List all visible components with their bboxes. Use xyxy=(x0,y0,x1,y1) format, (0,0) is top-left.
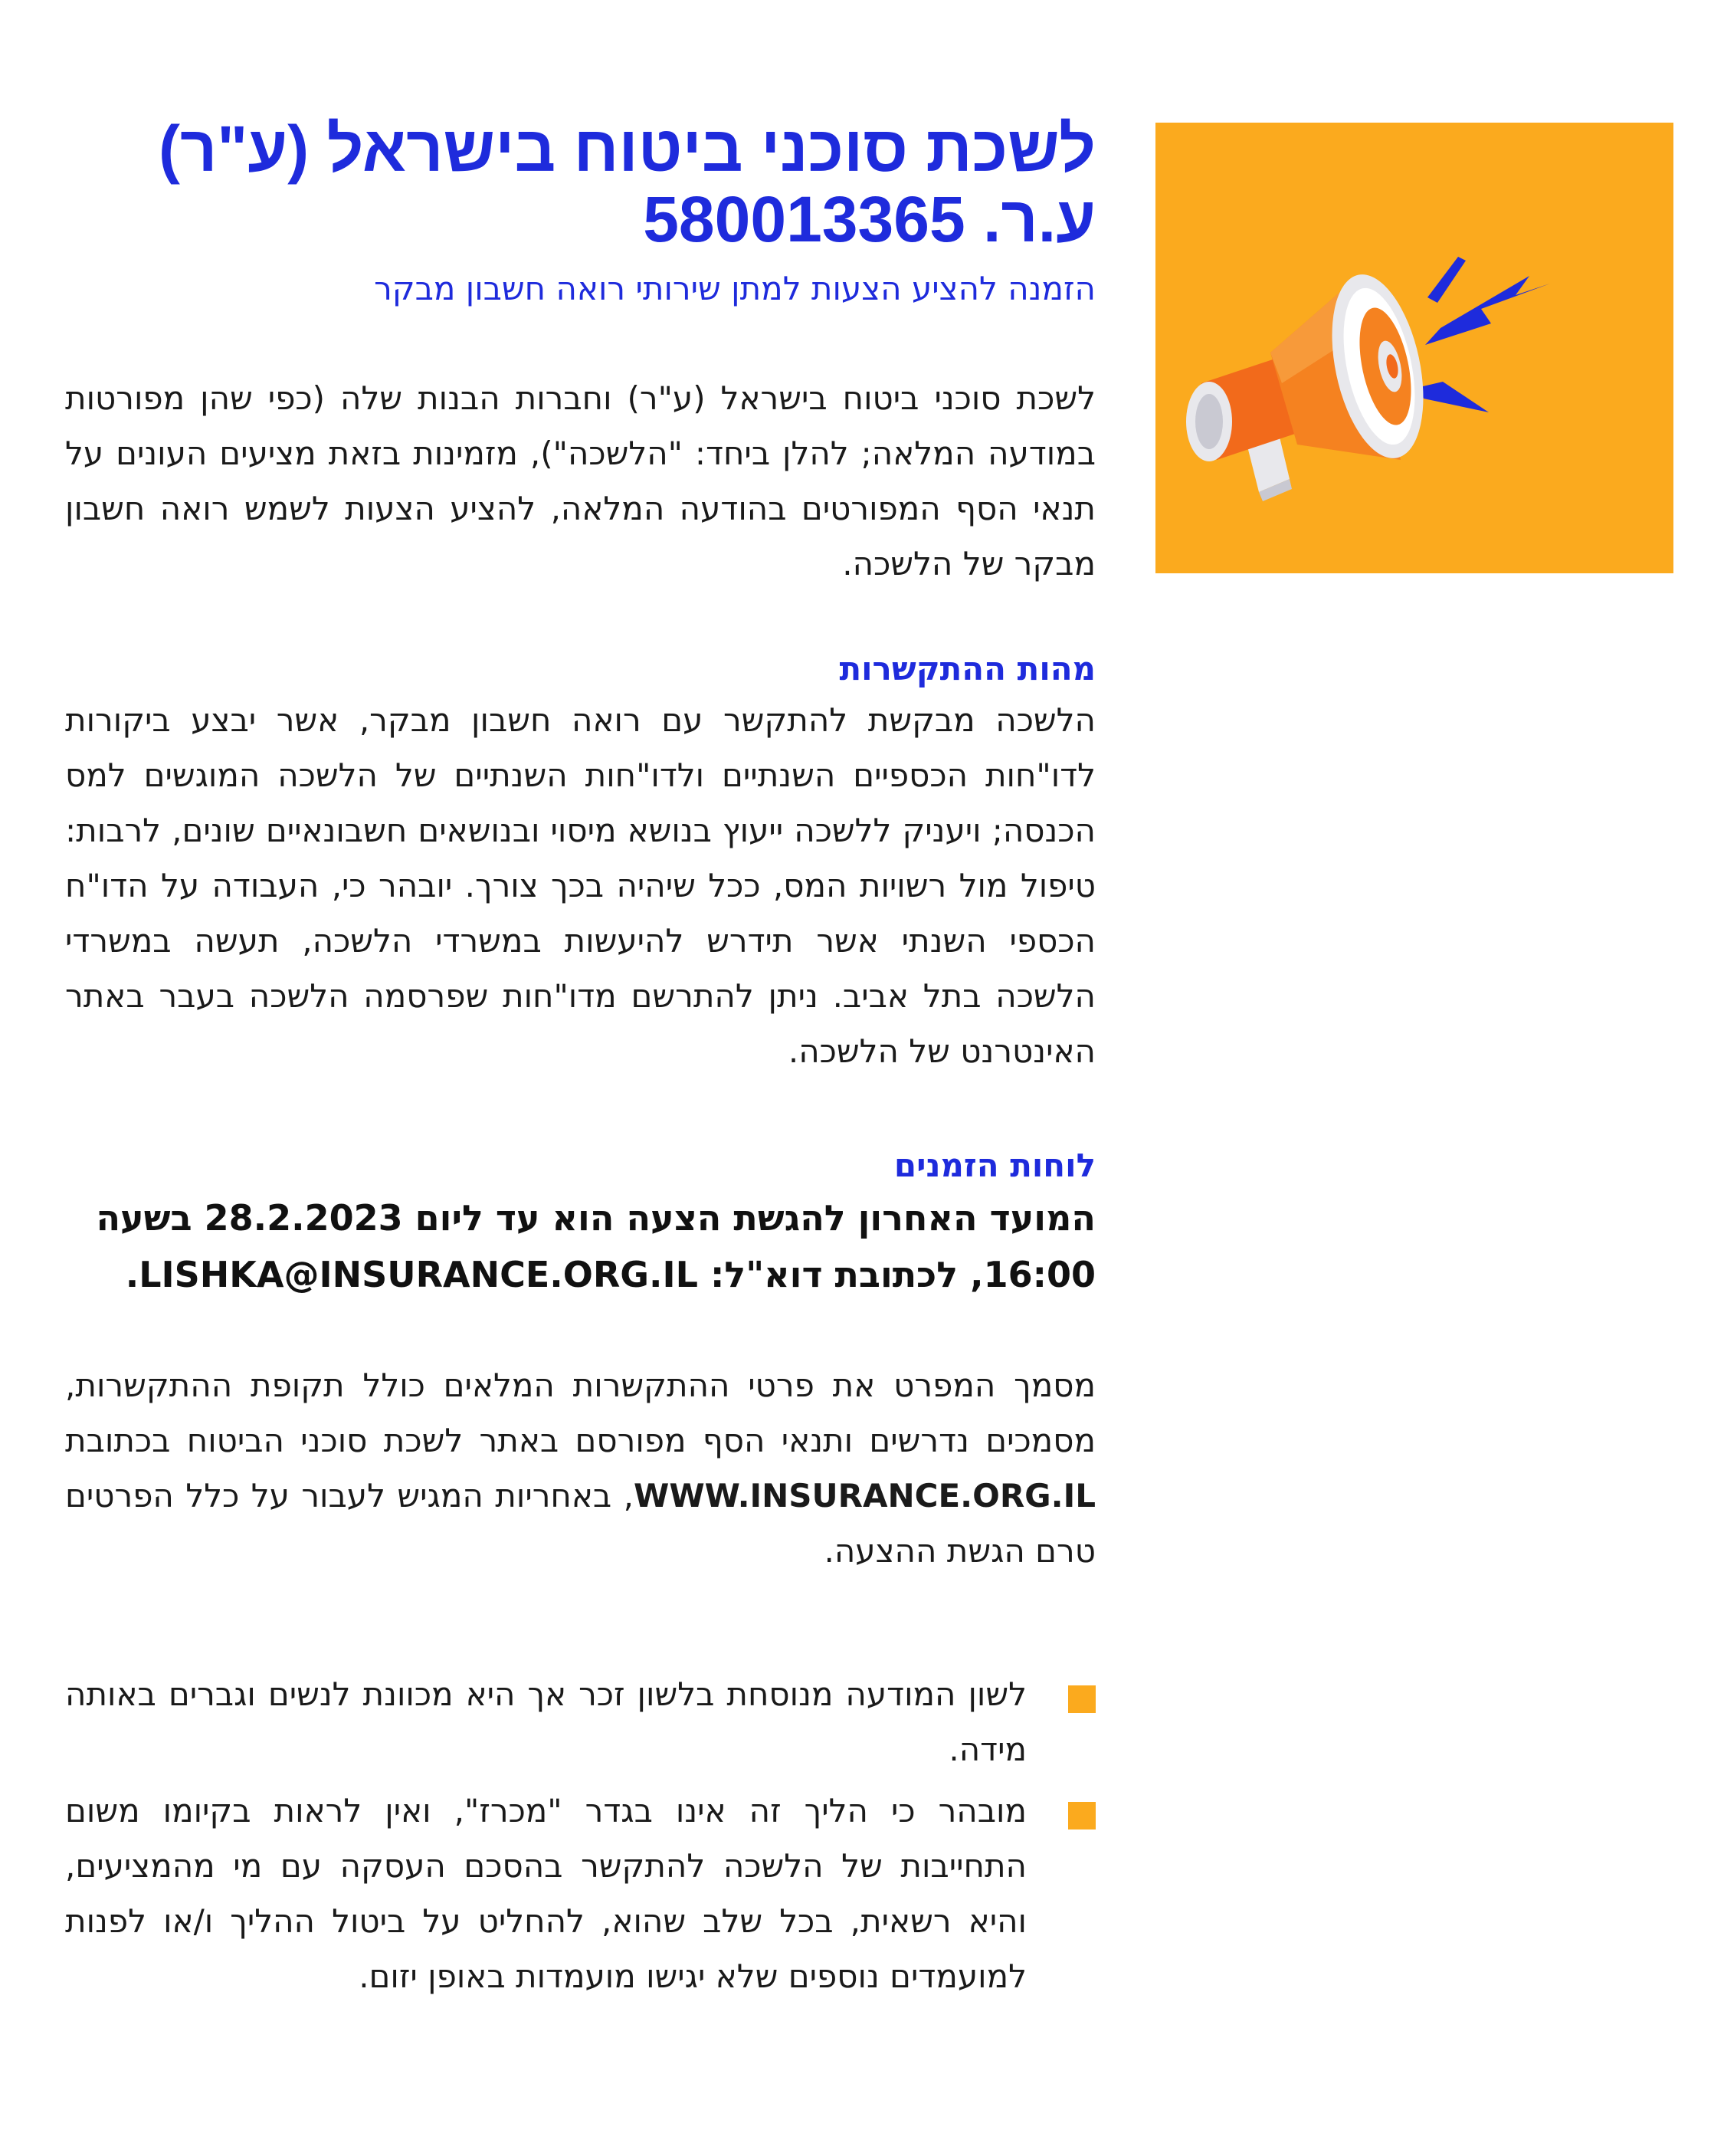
title-organization: לשכת סוכני ביטוח בישראל (ע"ר) xyxy=(159,113,1096,185)
megaphone-icon xyxy=(1155,123,1673,573)
list-item xyxy=(65,1784,1096,2004)
list-item xyxy=(65,1667,1096,1777)
details-paragraph xyxy=(65,1358,1096,1579)
square-bullet-icon xyxy=(1068,1802,1096,1829)
intro-paragraph: לשכת סוכני ביטוח בישראל (ע"ר) וחברות הבנות שלה (כפי שהן מפורטות במודעה המלאה; להלן ביחד: "הלשכה"), מזמינות בזאת מציעים העונים על תנאי הסף המפורטים בהודעה המלאה, להציע הצעות לשמש רואה חשבון מבקר של הלשכה. xyxy=(65,379,1096,582)
content-column xyxy=(65,113,1096,1579)
title-registration-number: ע.ר. 580013365 xyxy=(643,183,1096,255)
section-heading-nature: מהות ההתקשרות xyxy=(839,650,1096,687)
notes-container xyxy=(65,1667,1096,2010)
square-bullet-icon xyxy=(1068,1685,1096,1713)
nature-paragraph: הלשכה מבקשת להתקשר עם רואה חשבון מבקר, אשר יבצע ביקורות לדו"חות הכספיים השנתיים ולדו"חות השנתיים של הלשכה המוגשים למס הכנסה; ויעניק ללשכה ייעוץ בנושא מיסוי ובנושאים חשבונאיים שונים, לרבות: טיפול מול רשויות המס, ככל שיהיה בכך צורך. יובהר כי, העבודה על הדו"ח הכספי השנתי אשר תידרש להיעשות במשרדי הלשכה, תעשה במשרדי הלשכה בתל אביב. ניתן להתרשם מדו"חות שפרסמה הלשכה בעבר באתר האינטרנט של הלשכה. xyxy=(65,701,1096,1070)
note-text: לשון המודעה מנוסחת בלשון זכר אך היא מכוונת לנשים וגברים באותה מידה. xyxy=(65,1675,1027,1768)
note-text: מובהר כי הליך זה אינו בגדר "מכרז", ואין לראות בקיומו משום התחייבות של הלשכה להתקשר בהסכם העסקה עם מי מהמציעים, והיא רשאית, בכל שלב שהוא, להחליט על ביטול ההליך ו/או לפנות למועמדים נוספים שלא יגישו מועמדות באופן יזום. xyxy=(65,1792,1027,1995)
details-text-after: , באחריות המגיש לעבור על כלל הפרטים טרם הגשת ההצעה. xyxy=(65,1477,1096,1570)
page-subtitle: הזמנה להציע הצעות למתן שירותי רואה חשבון מבקר xyxy=(374,270,1096,307)
details-text-before: מסמך המפרט את פרטי ההתקשרות המלאים כולל תקופת ההתקשרות, מסמכים נדרשים ותנאי הסף מפורסם באתר לשכת סוכני הביטוח בכתובת xyxy=(65,1367,1096,1459)
deadline-text: המועד האחרון להגשת הצעה הוא עד ליום 28.2.2023 בשעה 16:00, לכתובת דוא"ל: LISHKA@INSURANCE.ORG.IL. xyxy=(96,1197,1096,1295)
notes-list xyxy=(65,1667,1096,2004)
website-link[interactable]: WWW.INSURANCE.ORG.IL xyxy=(634,1477,1096,1514)
page-title xyxy=(65,113,1096,254)
section-heading-timetable: לוחות הזמנים xyxy=(893,1147,1096,1184)
megaphone-illustration xyxy=(1155,123,1673,573)
